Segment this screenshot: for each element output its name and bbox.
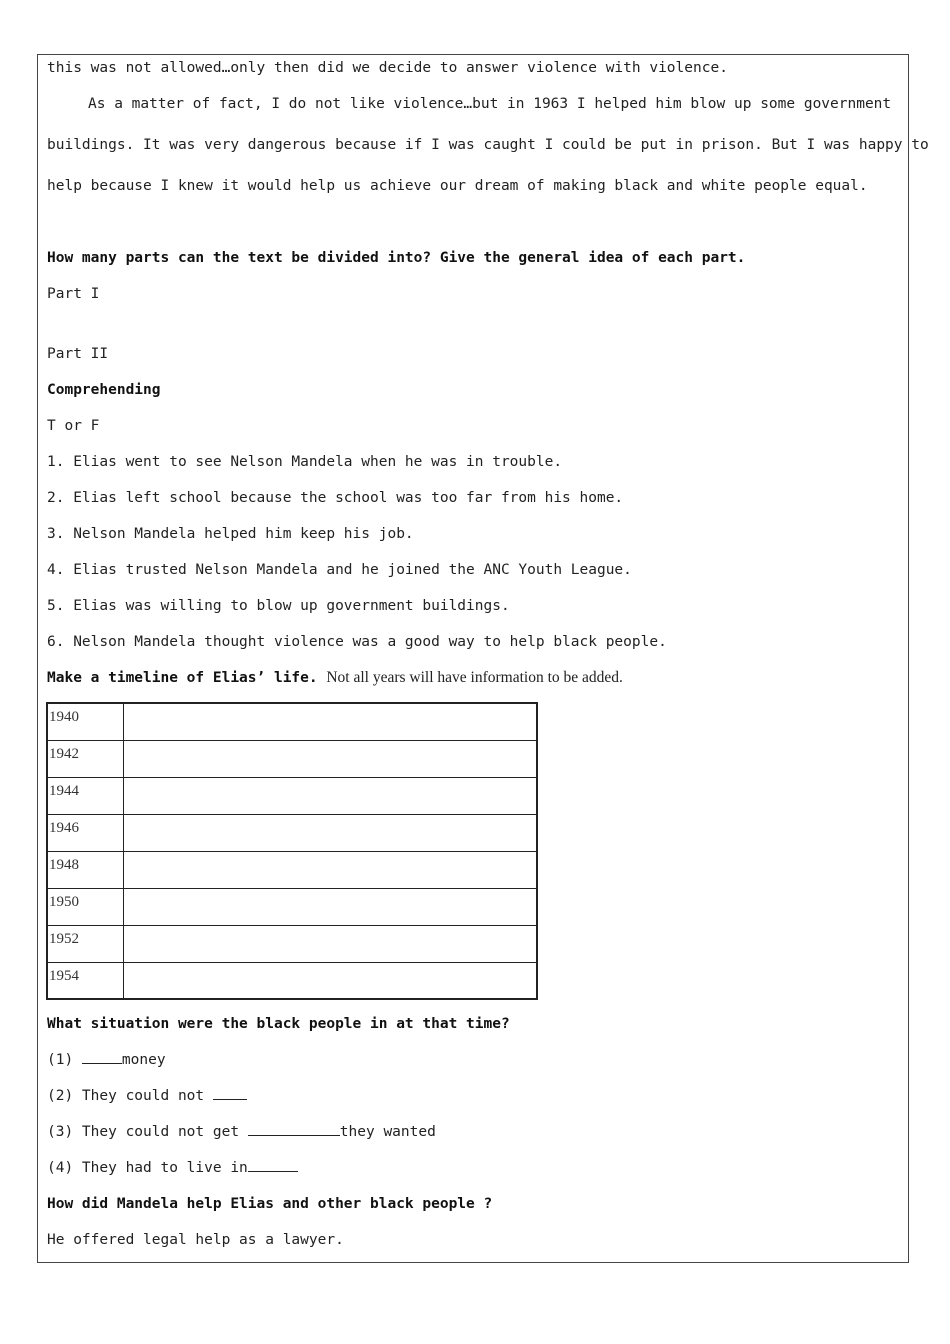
situation-item-1-prefix: (1) [47, 1052, 82, 1068]
answer-blank[interactable] [82, 1051, 122, 1064]
situation-question: What situation were the black people in at that time? [47, 1016, 510, 1032]
situation-item-3-suffix: they wanted [339, 1124, 436, 1140]
event-cell[interactable] [123, 814, 537, 851]
year-cell: 1948 [47, 851, 123, 888]
event-cell[interactable] [123, 740, 537, 777]
table-row [47, 851, 537, 888]
tf-label: T or F [47, 418, 100, 434]
table-row [47, 740, 537, 777]
event-cell[interactable] [123, 703, 537, 740]
tf-item-4: 4. Elias trusted Nelson Mandela and he joined the ANC Youth League. [47, 562, 632, 578]
event-cell[interactable] [123, 888, 537, 925]
timeline-table [46, 702, 538, 1000]
passage-line-4: help because I knew it would help us achieve our dream of making black and white people equal. [47, 178, 868, 194]
year-cell: 1942 [47, 740, 123, 777]
help-answer: He offered legal help as a lawyer. [47, 1232, 344, 1248]
year-cell: 1940 [47, 703, 123, 740]
situation-item-1-suffix: money [121, 1052, 166, 1068]
passage-line-1: this was not allowed…only then did we decide to answer violence with violence. [47, 60, 728, 76]
situation-item-3-prefix: (3) They could not get [47, 1124, 248, 1140]
part-2-label: Part II [47, 346, 109, 362]
tf-item-2: 2. Elias left school because the school was too far from his home. [47, 490, 624, 506]
table-row [47, 888, 537, 925]
situation-item-3 [47, 1122, 436, 1142]
table-row [47, 962, 537, 999]
part-1-label: Part I [47, 286, 100, 302]
year-cell: 1944 [47, 777, 123, 814]
passage-line-2: As a matter of fact, I do not like violence…but in 1963 I helped him blow up some government [88, 96, 892, 112]
table-row [47, 925, 537, 962]
table-row [47, 814, 537, 851]
tf-item-5: 5. Elias was willing to blow up government buildings. [47, 598, 510, 614]
year-cell: 1950 [47, 888, 123, 925]
answer-blank[interactable] [248, 1123, 340, 1136]
answer-blank[interactable] [213, 1087, 247, 1100]
table-row [47, 777, 537, 814]
comprehending-heading: Comprehending [47, 382, 161, 398]
table-row [47, 703, 537, 740]
year-cell: 1946 [47, 814, 123, 851]
timeline-note: Not all years will have information to be added. [326, 669, 623, 686]
timeline-instruction [47, 668, 623, 688]
tf-item-6: 6. Nelson Mandela thought violence was a good way to help black people. [47, 634, 667, 650]
event-cell[interactable] [123, 925, 537, 962]
tf-item-1: 1. Elias went to see Nelson Mandela when he was in trouble. [47, 454, 563, 470]
year-cell: 1952 [47, 925, 123, 962]
answer-blank[interactable] [248, 1159, 298, 1172]
situation-item-2 [47, 1086, 247, 1106]
event-cell[interactable] [123, 962, 537, 999]
situation-item-1 [47, 1050, 166, 1070]
year-cell: 1954 [47, 962, 123, 999]
situation-item-4 [47, 1158, 298, 1178]
timeline-heading: Make a timeline of Elias’ life. [47, 670, 318, 686]
passage-line-3: buildings. It was very dangerous because if I was caught I could be put in prison. But I was happy to [47, 137, 929, 153]
tf-item-3: 3. Nelson Mandela helped him keep his job. [47, 526, 414, 542]
help-question: How did Mandela help Elias and other black people ? [47, 1196, 493, 1212]
situation-item-4-prefix: (4) They had to live in [47, 1160, 248, 1176]
event-cell[interactable] [123, 777, 537, 814]
parts-question: How many parts can the text be divided into? Give the general idea of each part. [47, 250, 746, 266]
page-frame [37, 54, 909, 1263]
event-cell[interactable] [123, 851, 537, 888]
situation-item-2-prefix: (2) They could not [47, 1088, 213, 1104]
